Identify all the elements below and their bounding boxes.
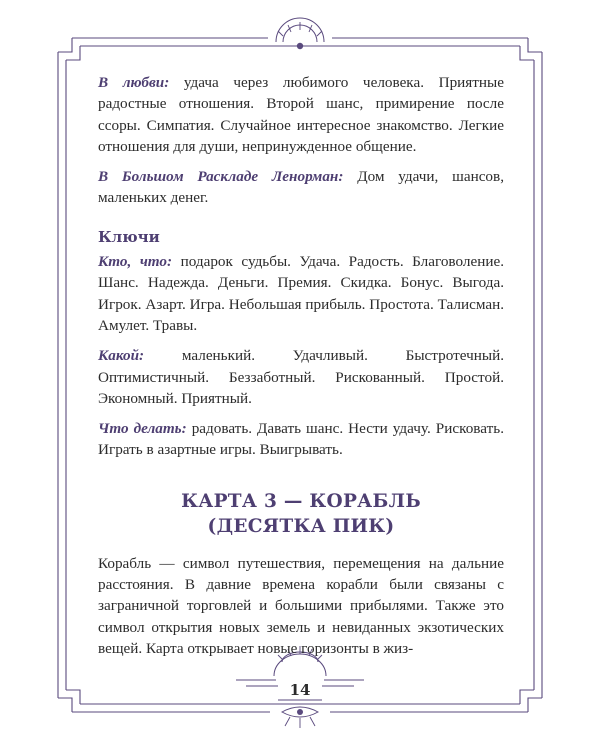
- keys-who-text: подарок судьбы. Удача. Радость. Благоволение. Шанс. Надежда. Деньги. Премия. Скидка. Бонус. Выгода. Игрок. Азарт. Игра. Небольшая прибыль. Простота. Талисман. Амулет. Травы.: [98, 253, 504, 334]
- intro-paragraph: Корабль — символ путешествия, перемещения на дальние расстояния. В давние времена корабли были связаны с заграничной торговлей и большими прибылями. Также это символ открытия новых земель и невиданных экзотических вещей. Карта открывает новые горизонты в жиз-: [98, 554, 504, 657]
- keys-who-label: Кто, что:: [98, 253, 173, 271]
- lenormand-label: В Большом Раскладе Ленорман:: [98, 168, 344, 186]
- eye-ornament-icon: [270, 707, 330, 728]
- keys-heading: Ключи: [98, 227, 160, 246]
- keys-which-label: Какой:: [98, 347, 145, 365]
- page-number: 14: [289, 681, 311, 699]
- chapter-title-line-2: (ДЕСЯТКА ПИК): [207, 515, 395, 537]
- chapter-title-line-1: КАРТА 3 — КОРАБЛЬ: [181, 490, 421, 512]
- love-label: В любви:: [98, 74, 170, 91]
- love-paragraph: [98, 72, 504, 157]
- page-content: [98, 72, 504, 668]
- chapter-title: [98, 489, 504, 539]
- keys-todo-text: радовать. Давать шанс. Нести удачу. Рисковать. Играть в азартные игры. Выигрывать.: [98, 420, 504, 459]
- sun-ornament-icon: [268, 18, 332, 49]
- keys-todo-label: Что делать:: [98, 420, 187, 438]
- lenormand-text: Дом удачи, шансов, маленьких денег.: [98, 168, 504, 207]
- keys-todo-paragraph: [98, 418, 504, 461]
- keys-who-paragraph: [98, 251, 504, 336]
- keys-which-paragraph: [98, 345, 504, 409]
- lenormand-paragraph: [98, 166, 504, 209]
- love-text: удача через любимого человека. Приятные радостные отношения. Второй шанс, примирение после ссоры. Симпатия. Случайное интересное знакомство. Легкие отношения для души, непринужденное общение.: [98, 74, 504, 155]
- keys-which-text: маленький. Удачливый. Быстротечный. Оптимистичный. Беззаботный. Рискованный. Простой. Экономный. Приятный.: [98, 347, 504, 407]
